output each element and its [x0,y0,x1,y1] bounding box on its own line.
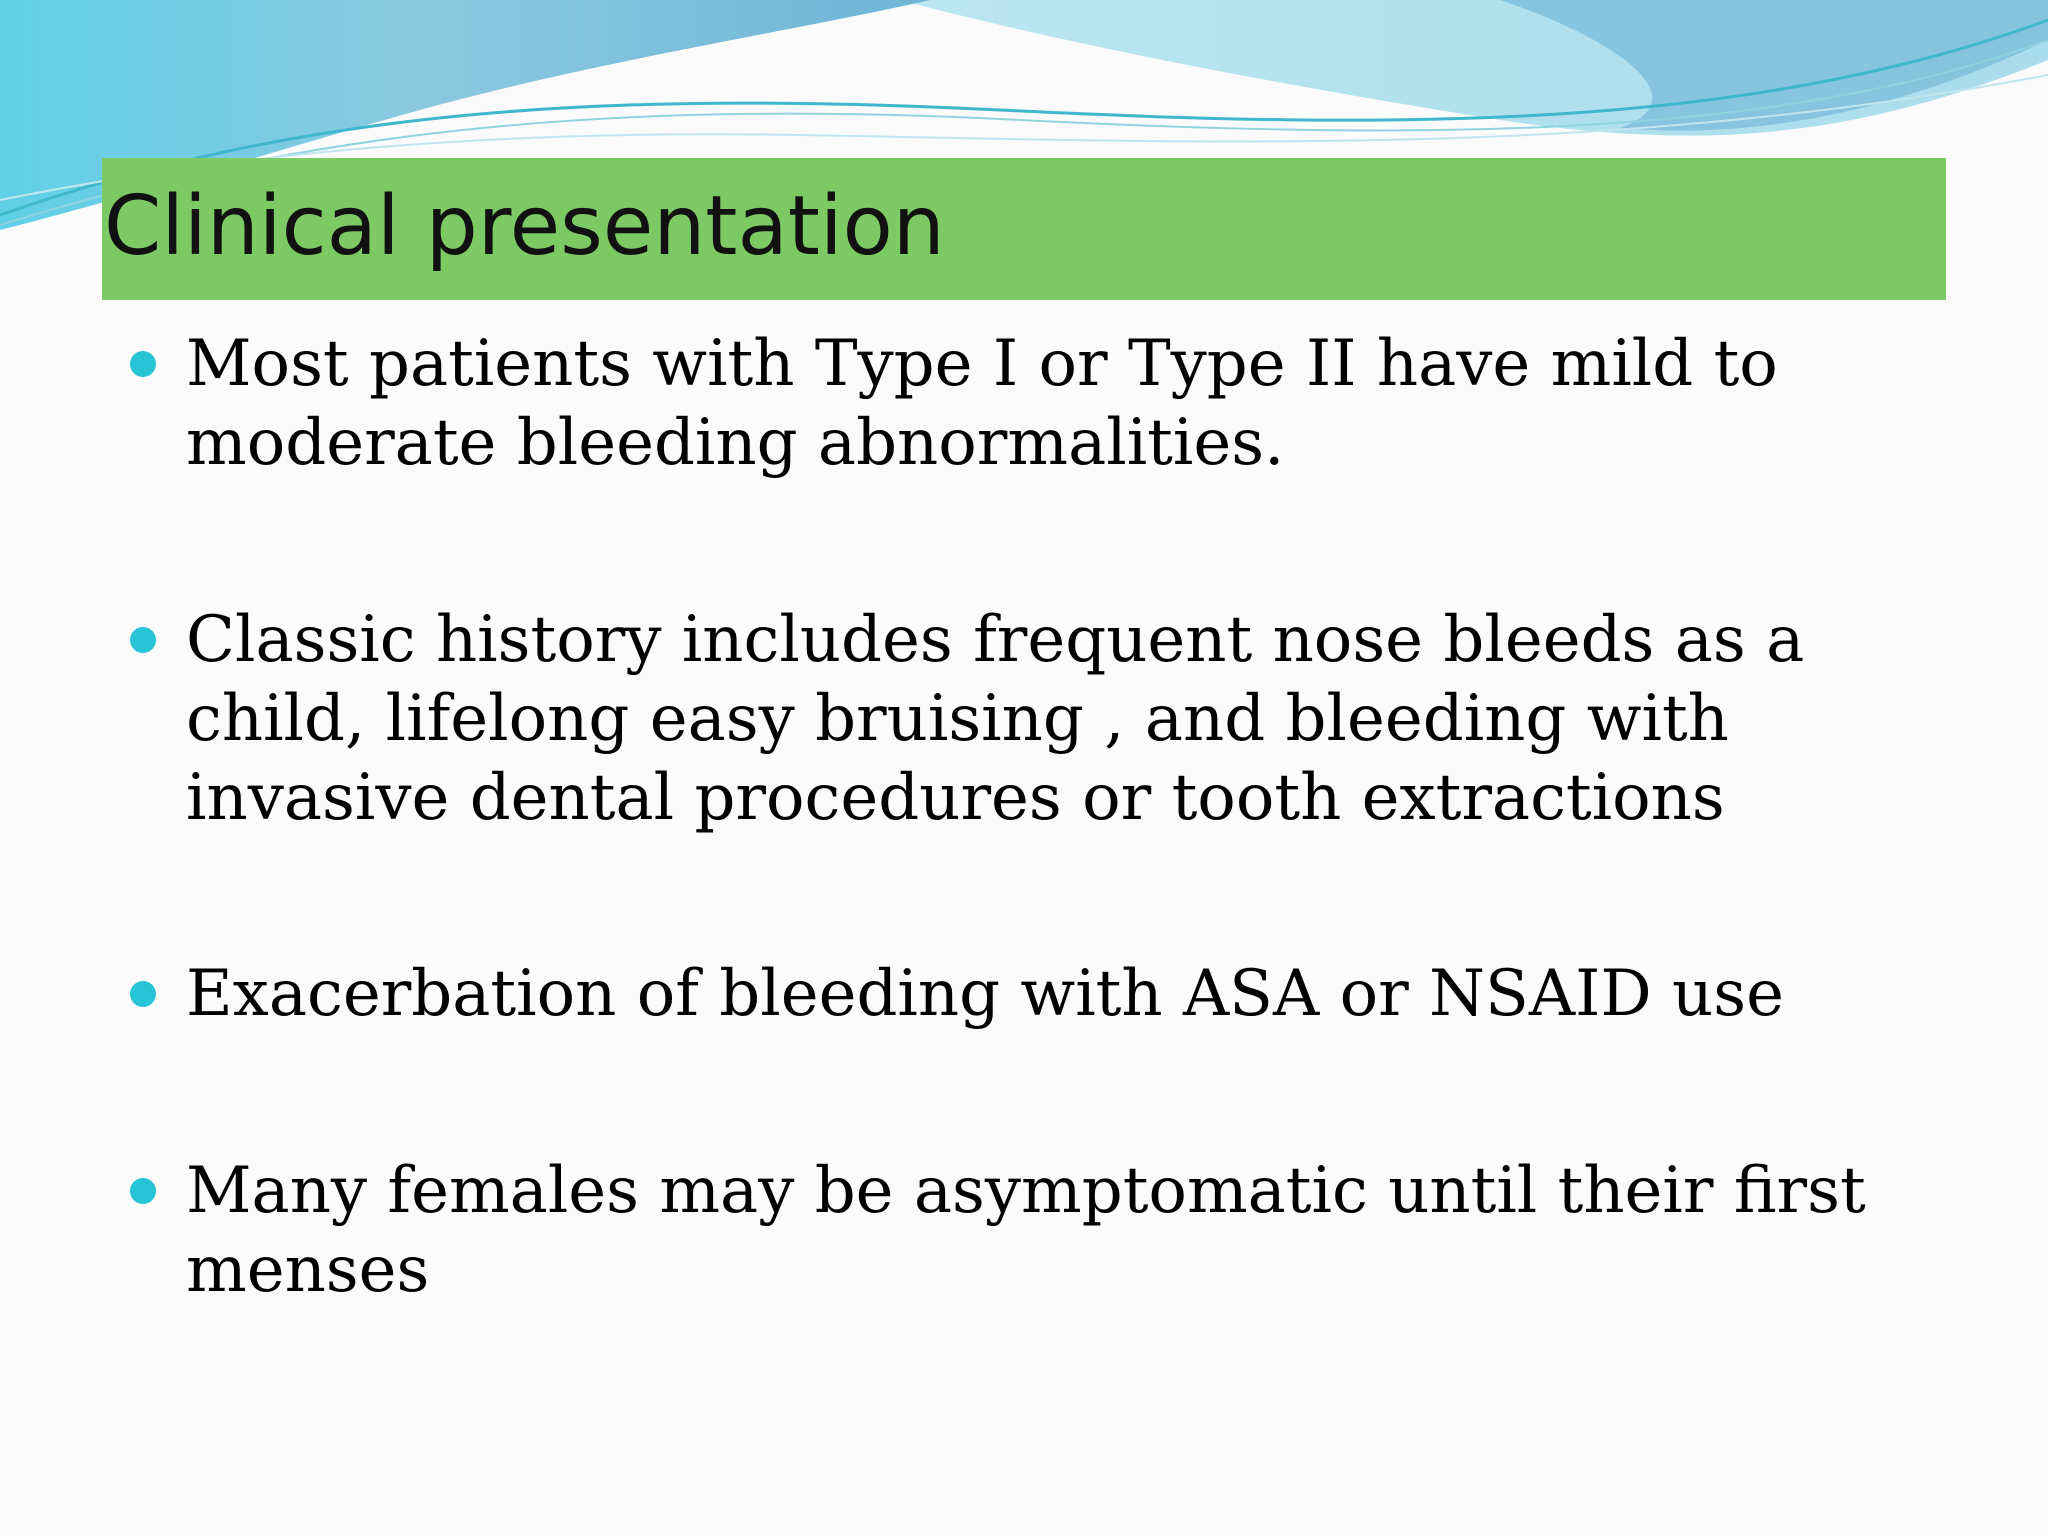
bullet-item [130,601,1910,838]
bullet-text: Classic history includes frequent nose bleeds as a child, lifelong easy bruising , and bleeding with invasive dental procedures or tooth extractions [186,603,1805,835]
bullet-dot-icon [130,351,156,377]
bullet-dot-icon [130,981,156,1007]
bullet-dot-icon [130,627,156,653]
page-title: Clinical presentation [104,179,945,274]
bullet-item [130,1152,1910,1310]
bullet-text: Many females may be asymptomatic until their first menses [186,1154,1866,1307]
bullet-text: Most patients with Type I or Type II have mild to moderate bleeding abnormalities. [186,327,1778,480]
bullet-item [130,325,1910,483]
bullet-item [130,955,1910,1034]
bullet-text: Exacerbation of bleeding with ASA or NSAID use [186,957,1784,1031]
bullet-dot-icon [130,1178,156,1204]
